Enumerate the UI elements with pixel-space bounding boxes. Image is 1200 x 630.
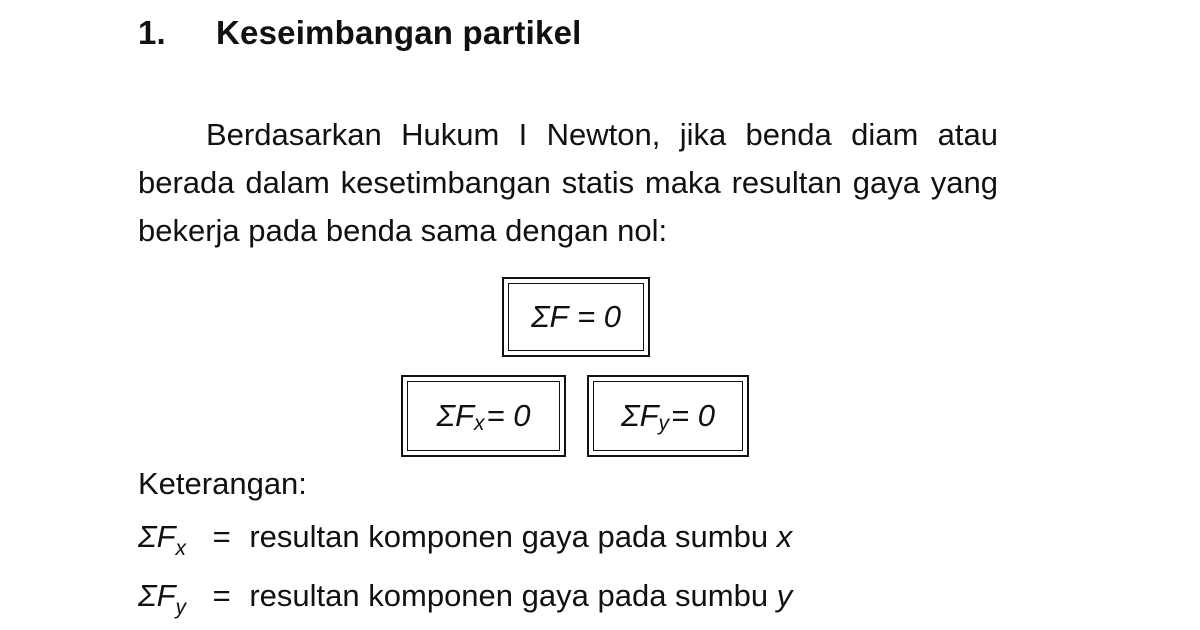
- definition-axis: y: [776, 578, 793, 613]
- definition-equals: =: [212, 578, 231, 613]
- section-title: Keseimbangan partikel: [216, 14, 582, 51]
- equation-box-sum-force-x: [401, 375, 566, 457]
- equation-rhs: = 0: [486, 398, 531, 433]
- definition-equals: =: [212, 519, 231, 554]
- equation-rhs: = 0: [671, 398, 715, 433]
- equation-lhs: ΣF: [621, 398, 659, 433]
- equation-subscript: y: [658, 412, 670, 435]
- definition-text: resultan komponen gaya pada sumbu: [249, 578, 769, 613]
- equation-box-sum-force: [502, 277, 650, 357]
- definition-sum-force-x: [138, 519, 793, 560]
- notes-label: Keterangan:: [138, 466, 307, 501]
- definition-axis: x: [776, 519, 793, 554]
- body-paragraph: Berdasarkan Hukum I Newton, jika benda diam atau berada dalam kesetimbangan statis maka resultan gaya yang bekerja pada benda sama dengan nol:: [138, 117, 998, 248]
- definition-text: resultan komponen gaya pada sumbu: [249, 519, 769, 554]
- definition-symbol: $\Sigma F_x$: [138, 519, 187, 560]
- equation-lhs: ΣF: [530, 299, 569, 334]
- section-heading: [138, 14, 582, 52]
- equation-rhs: = 0: [577, 299, 622, 334]
- equation-box-sum-force-y: [587, 375, 749, 457]
- equation-lhs: ΣF: [436, 398, 475, 433]
- section-number: 1.: [138, 14, 166, 51]
- equation-subscript: x: [474, 412, 485, 435]
- definition-symbol: $\Sigma F_y$: [138, 578, 187, 619]
- definition-sum-force-y: [138, 578, 793, 619]
